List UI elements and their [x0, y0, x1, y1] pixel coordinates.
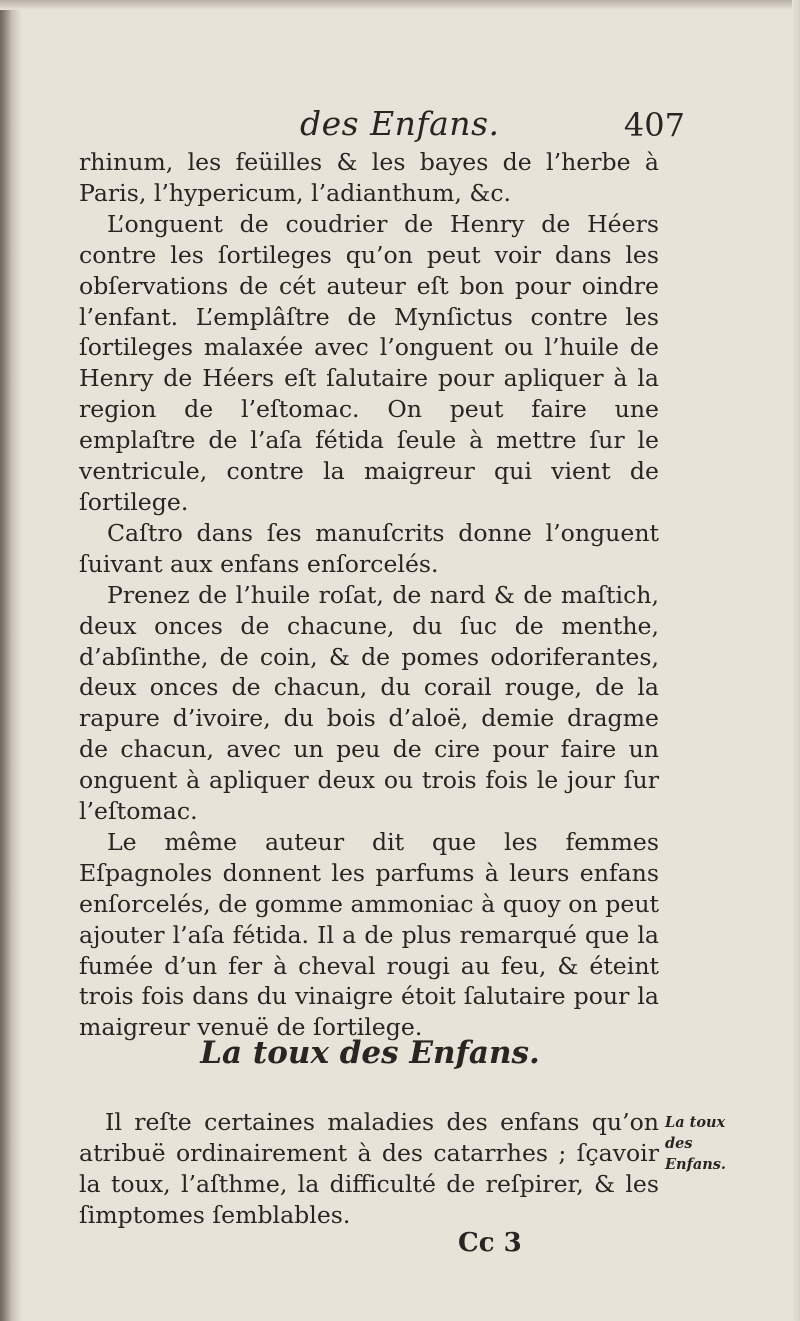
- paragraph: L’onguent de coudrier de Henry de Héers contre les ſortileges qu’on peut voir dans les obſervations de cét auteur eſt bon pour oindre l’enfant. L’emplâſtre de Mynſictus contre les ſortileges malaxée avec l’onguent ou l’huile de Henry de Héers eſt ſalutaire pour apliquer à la region de l’eſtomac. On peut faire une emplaſtre de l’aſa fétida ſeule à mettre ſur le ventricule, contre la maigreur qui vient de ſortilege.: [79, 209, 659, 516]
- margin-note: La toux des Enfans.: [665, 1114, 726, 1173]
- section-heading: La toux des Enfans.: [200, 1035, 540, 1071]
- section-text: [79, 1107, 659, 1231]
- main-text: [79, 147, 659, 1043]
- page-header: [300, 104, 685, 150]
- running-title: des Enfans.: [300, 104, 500, 143]
- paragraph: Le même auteur dit que les femmes Eſpagnoles donnent les parfums à leurs enfans enſorcelés, de gomme ammoniac à quoy on peut ajouter l’aſa fétida. Il a de plus remarqué que la fumée d’un fer à cheval rougi au feu, & éteint trois fois dans du vinaigre étoit ſalutaire pour la maigreur venuë de ſortilege.: [79, 827, 659, 1042]
- page-number: 407: [623, 106, 685, 144]
- page-top-edge: [0, 0, 800, 10]
- paragraph: Prenez de l’huile roſat, de nard & de maſtich, deux onces de chacune, du ſuc de menthe, d’abſinthe, de coin, & de pomes odoriferantes, deux onces de chacun, du corail rouge, de la rapure d’ivoire, du bois d’aloë, demie dragme de chacun, avec un peu de cire pour faire un onguent à apliquer deux ou trois fois le jour ſur l’eſtomac.: [79, 580, 659, 826]
- paragraph: Il reſte certaines maladies des enfans qu’on atribuë ordinairement à des catarrhes ; ſçavoir la toux, l’aſthme, la difficulté de reſpirer, & les ſimptomes ſemblables.: [79, 1108, 659, 1229]
- paragraph: rhinum, les feüilles & les bayes de l’herbe à Paris, l’hypericum, l’adianthum, &c.: [79, 148, 659, 207]
- page-binding-shadow: [0, 0, 22, 1321]
- signature-mark: Cc 3: [458, 1228, 522, 1258]
- page-right-edge: [792, 0, 800, 1321]
- paragraph: Caſtro dans ſes manuſcrits donne l’onguent ſuivant aux enfans enſorcelés.: [79, 518, 659, 578]
